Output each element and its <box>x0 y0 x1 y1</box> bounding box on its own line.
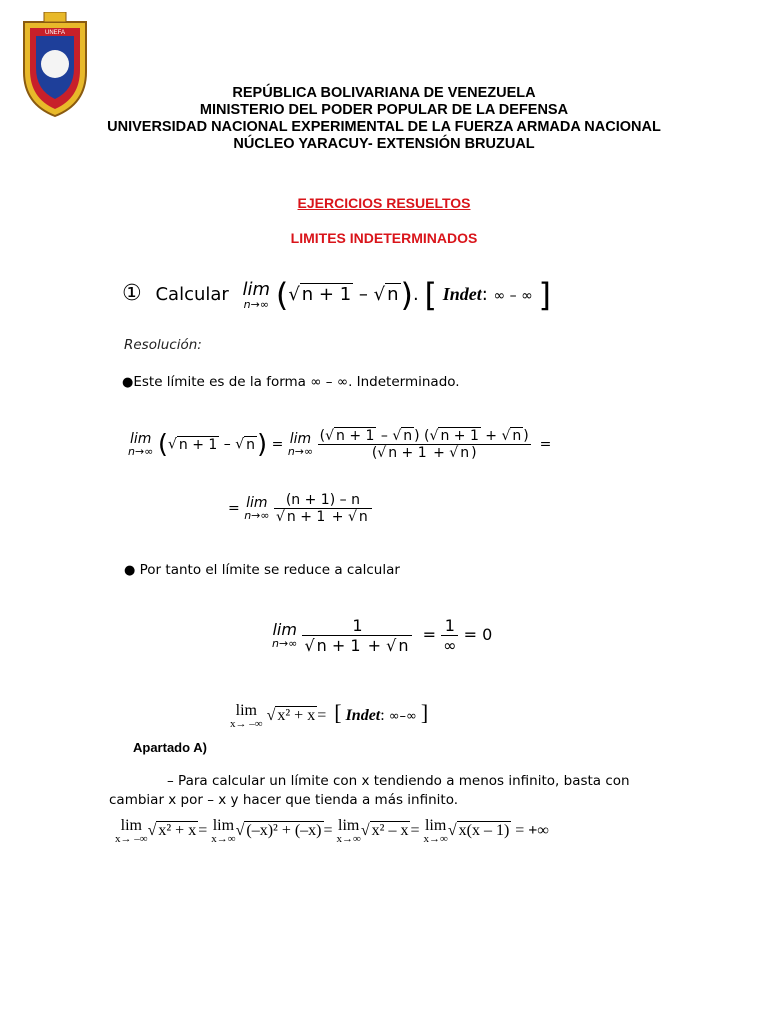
resolucion-label: Resolución: <box>124 337 202 353</box>
header-line-3: UNIVERSIDAD NACIONAL EXPERIMENTAL DE LA FUERZA ARMADA NACIONAL <box>107 119 661 135</box>
apartado-label: Apartado A) <box>133 740 207 755</box>
calcular-label: Calcular <box>155 284 229 305</box>
final-limit: lim n→∞ $\frac{1}{√ n + 1 + √ n}$ = $\frac{1}{\infty}$ = 0 <box>272 616 493 655</box>
limit-expression: lim n→∞ <box>242 278 271 311</box>
bullet-2 <box>124 562 400 578</box>
header-line-4: NÚCLEO YARACUY- EXTENSIÓN BRUZUAL <box>233 136 535 152</box>
bullet-2-text: Por tanto el límite se reduce a calcular <box>139 562 400 578</box>
indet-label: Indet <box>442 284 482 304</box>
exercise-1-statement: ① Calcular lim n→∞ (√ n + 1 – √ n). [ Indet: ∞ – ∞ ] <box>122 276 551 314</box>
apartado-derivation: lim x→ –∞ √ x² + x = lim x→∞ √ (–x)² + (–x) = lim x→∞ √ x² – x = lim x→∞ √ x(x – 1) = +∞ <box>115 817 549 845</box>
bullet-icon: ● <box>122 375 134 390</box>
bullet-1 <box>122 374 460 390</box>
bullet-1-text: Este límite es de la forma ∞ – ∞. Indeterminado. <box>133 374 460 390</box>
indet-form: ∞ – ∞ <box>493 288 533 304</box>
apartado-text: – Para calcular un límite con x tendiendo a menos infinito, basta con cambiar x por – x y hacer que tienda a más infinito. <box>109 773 630 808</box>
title-exercises: EJERCICIOS RESUELTOS <box>297 195 471 211</box>
header-line-2: MINISTERIO DEL PODER POPULAR DE LA DEFENSA <box>199 102 569 118</box>
apartado-indet-label: Indet <box>345 707 381 724</box>
apartado-final: +∞ <box>528 822 549 840</box>
final-result: = 0 <box>463 625 493 644</box>
logo-text: UNEFA <box>44 30 66 36</box>
bullet-icon: ● <box>124 563 136 578</box>
derivation-1: lim n→∞ (√ n + 1 – √ n) = lim n→∞ $\frac{(√ n + 1 - √ n ) (√ n + 1 + √ n )}{(√ n + 1 + √ n )}$ = <box>128 428 552 461</box>
title-topic: LIMITES INDETERMINADOS <box>290 230 478 246</box>
apartado-indet-form: ∞–∞ <box>388 709 417 724</box>
apartado-statement: lim x→ –∞ √ x² + x = [ Indet: ∞–∞ ] <box>230 700 429 730</box>
derivation-2: = lim n→∞ $\frac{(n + 1) - n}{√ n + 1 + √ n}$ <box>228 492 372 525</box>
header-line-1: REPÚBLICA BOLIVARIANA DE VENEZUELA <box>232 85 536 101</box>
exercise-number: ① <box>122 281 142 306</box>
